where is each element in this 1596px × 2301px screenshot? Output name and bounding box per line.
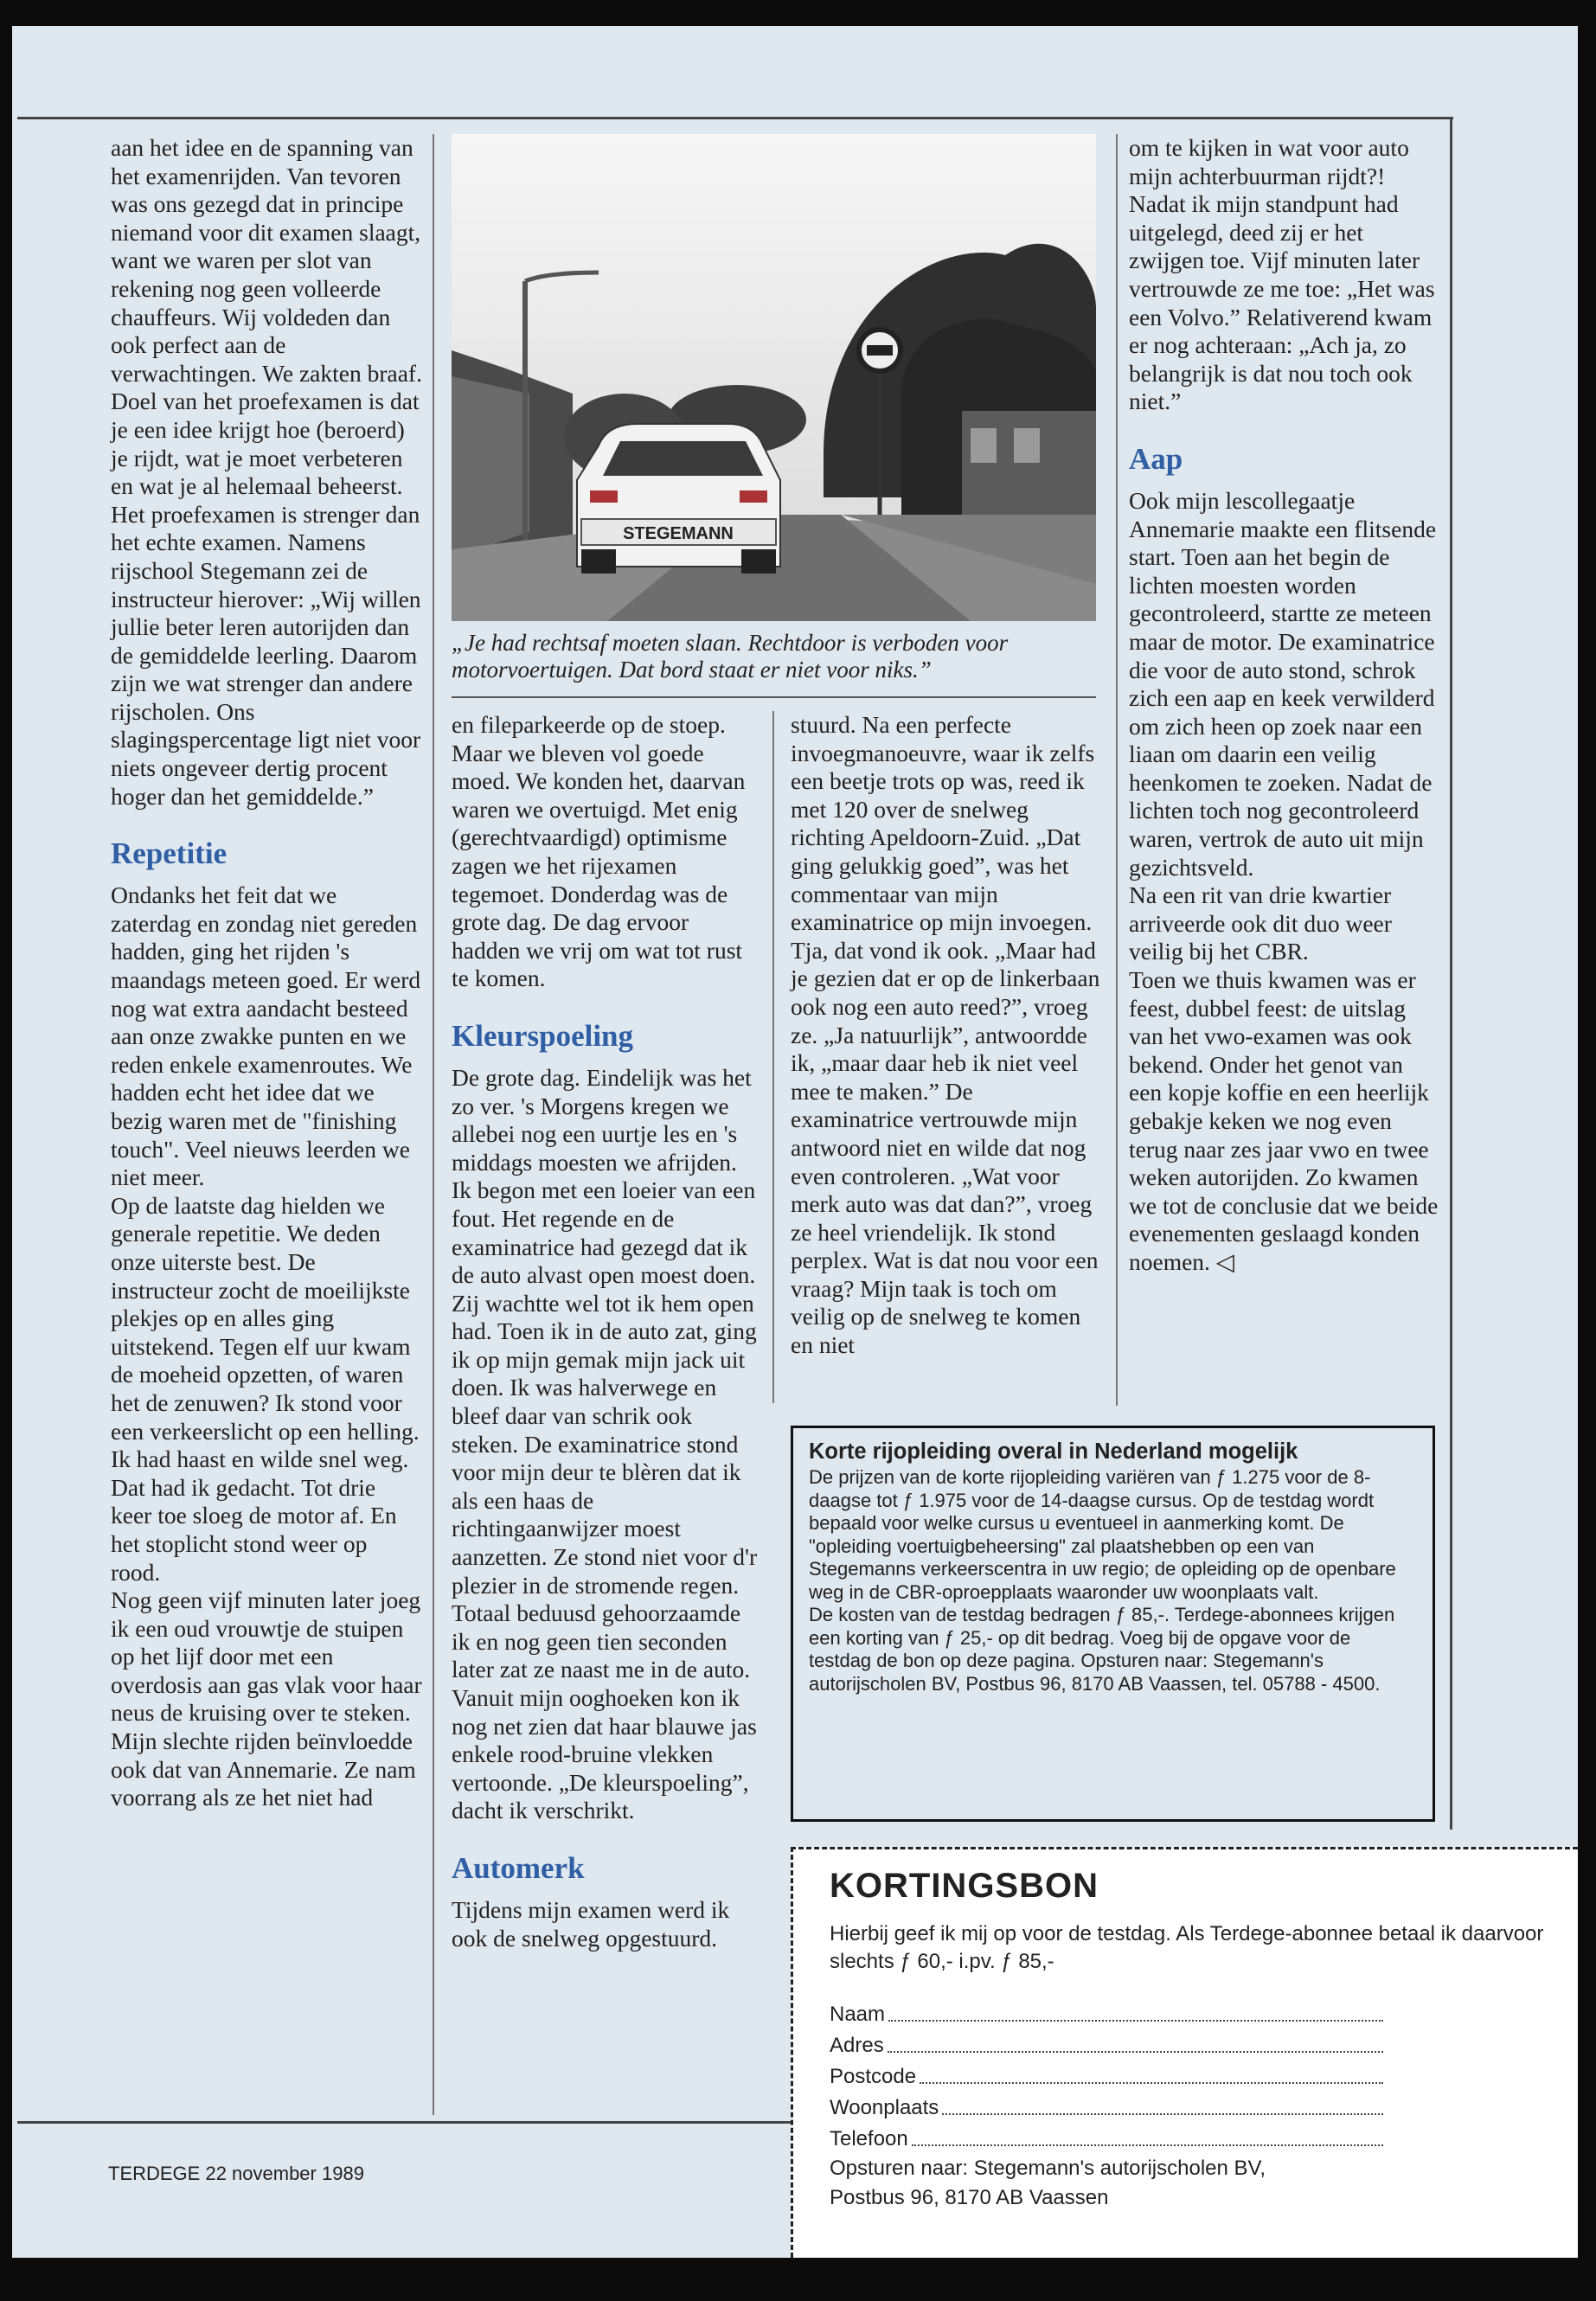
column-divider-2 [1116, 134, 1118, 1406]
coupon-field-postcode[interactable] [830, 2063, 1383, 2091]
scan-border-bottom [0, 2258, 1596, 2301]
send-line: Postbus 96, 8170 AB Vaassen [830, 2186, 1109, 2209]
paragraph: Ook mijn lescollegaatje Annemarie maakte een flitsende start. Toen aan het begin de lichten moesten worden gecontroleerd, startte ze meteen maar de motor. De examinatrice die voor de auto stond, schrok zich een aap en keek verwilderd om zich heen op zoek naar een liaan om daarin een veilig heenkomen te zoeken. Nadat de lichten toch nog gecontroleerd waren, vertrok de auto uit mijn gezichtsveld. [1129, 486, 1437, 881]
article-column-4 [1129, 134, 1439, 1277]
paragraph: De grote dag. Eindelijk was het zo ver. 's Morgens kregen we allebei nog een uurtje les en 's middags moesten we afrijden. Ik begon met een loeier van een fout. Het regende en de examinatrice had gezegd dat ik de auto alvast open moest doen. Zij wachtte wel tot ik hem open had. Toen ik in de auto zat, ging ik op mijn gemak mijn jack uit doen. Ik was halverwege en bleef daar van schrik ook steken. De examinatrice stond voor mijn deur te blèren dat ik als een haas de richtingaanwijzer moest aanzetten. Ze stond niet voor d'r plezier in de stromende regen. [452, 1063, 758, 1599]
coupon-intro: Hierbij geef ik mij op voor de testdag. Als Terdege-abonnee betaal ik daarvoor slechts ƒ 60,- i.pv. ƒ 85,- [830, 1922, 1544, 1973]
paragraph: Tijdens mijn examen werd ik ook de snelweg opgestuurd. [452, 1895, 730, 1952]
subheading-automerk: Automerk [452, 1850, 585, 1885]
coupon-title: KORTINGSBON [830, 1867, 1099, 1905]
paragraph: Op de laatste dag hielden we generale repetitie. We deden onze uiterste best. De instructeur zocht de moeilijkste plekjes op en alles ging uitstekend. Tegen elf uur kwam de moeheid opzetten, of waren het de zenuwen? Ik stond voor een verkeerslicht op een helling. Ik had haast en wilde snel weg. Dat had ik gedacht. Tot drie keer toe sloeg de motor af. En het stoplicht stond weer op rood. [111, 1191, 420, 1586]
coupon-send-address [830, 2154, 1539, 2213]
paragraph: Totaal beduusd gehoorzaamde ik en nog geen tien seconden later zat ze naast me in de auto. Vanuit mijn ooghoeken kon ik nog net zien dat haar blauwe jas enkele rood-bruine vlekken vertoonde. „De kleurspoeling”, dacht ik verschrikt. [452, 1599, 757, 1824]
paragraph: Doel van het proefexamen is dat je een idee krijgt hoe (beroerd) je rijdt, wat je moet verbeteren en wat je al helemaal beheerst. Het proefexamen is strenger dan het echte examen. Namens rijschool Stegemann zei de instructeur hierover: „Wij willen jullie beter leren autorijden dan de gemiddelde leerling. Daarom zijn we wat strenger dan andere rijscholen. Ons slagingspercentage ligt niet voor niets ongeveer dertig procent hoger dan het gemiddelde.” [111, 388, 421, 810]
coupon-field-telefoon[interactable] [830, 2125, 1383, 2153]
column-divider-2b [772, 711, 774, 1403]
field-label: Naam [830, 2003, 886, 2026]
article-column-3 [791, 711, 1100, 1360]
article-photo [452, 134, 1096, 621]
info-box-paragraph: De prijzen van de korte rijopleiding variëren van ƒ 1.275 voor de 8-daagse tot ƒ 1.975 voor de 14-daagse cursus. Op de testdag wordt bepaald voor welke cursus u eventueel in aanmerking komt. De "opleiding voertuigbeheersing" zal plaatshebben op een van Stegemanns verkeerscentra in uw regio; de opleiding op de openbare weg in de CBR-oproepplaats waaronder uw woonplaats valt. [809, 1466, 1396, 1603]
paragraph: en fileparkeerde op de stoep. Maar we bleven vol goede moed. We konden het, daarvan waren we overtuigd. Met enig (gerechtvaardigd) optimisme zagen we het rijexamen tegemoet. Donderdag was de grote dag. De dag ervoor hadden we vrij om wat tot rust te komen. [452, 711, 746, 992]
scan-border-left [0, 0, 12, 2301]
scan-border-right [1578, 0, 1596, 2301]
column-divider-1 [433, 134, 434, 2115]
paragraph: Nog geen vijf minuten later joeg ik een oud vrouwtje de stuipen op het lijf door met een overdosis aan gas vlak voor haar neus de kruising over te steken. Mijn slechte rijden beïnvloedde ook dat van Annemarie. Ze nam voorrang als ze het niet had [111, 1586, 422, 1811]
caption-rule [452, 696, 1096, 698]
fill-line[interactable] [888, 2032, 1383, 2053]
field-label: Postcode [830, 2065, 917, 2088]
info-box-paragraph: De kosten van de testdag bedragen ƒ 85,-. Terdege-abonnees krijgen een korting van ƒ 25,- op dit bedrag. Voeg bij de opgave voor de testdag de bon op deze pagina. Opsturen naar: Stegemann's autorijscholen BV, Postbus 96, 8170 AB Vaassen, tel. 05788 - 4500. [809, 1604, 1395, 1695]
page-footer: TERDEGE 22 november 1989 [108, 2163, 364, 2184]
scan-border-top [0, 0, 1596, 26]
field-label: Adres [830, 2034, 884, 2057]
subheading-repetitie: Repetitie [111, 836, 228, 871]
article-column-2 [452, 711, 759, 1952]
info-box-title: Korte rijopleiding overal in Nederland mogelijk [809, 1439, 1298, 1464]
coupon-field-woonplaats[interactable] [830, 2094, 1383, 2122]
subheading-kleurspoeling: Kleurspoeling [452, 1018, 634, 1053]
top-rule [17, 117, 1453, 119]
send-line: Opsturen naar: Stegemann's autorijscholen BV, [830, 2157, 1266, 2180]
fill-line[interactable] [912, 2125, 1383, 2146]
driving-school-car-photo [452, 134, 1096, 621]
right-frame-rule [1450, 117, 1452, 1830]
fill-line[interactable] [888, 2001, 1383, 2022]
field-label: Woonplaats [830, 2096, 939, 2119]
discount-coupon [791, 1847, 1578, 2258]
fill-line[interactable] [942, 2094, 1383, 2115]
paragraph: aan het idee en de spanning van het examenrijden. Van tevoren was ons gezegd dat in principe niemand voor dit examen slaagt, want we waren per slot van rekening nog geen volleerde chauffeurs. Wij voldeden dan ook perfect aan de verwachtingen. We zakten braaf. [111, 134, 422, 387]
article-column-1 [111, 134, 422, 1812]
coupon-field-adres[interactable] [830, 2032, 1383, 2060]
field-label: Telefoon [830, 2127, 908, 2150]
fill-line[interactable] [920, 2063, 1383, 2084]
photo-caption: „Je had rechtsaf moeten slaan. Rechtdoor is verboden voor motorvoertuigen. Dat bord staat er niet voor niks.” [452, 630, 1009, 683]
coupon-field-naam[interactable] [830, 2001, 1383, 2029]
paragraph: Toen we thuis kwamen was er feest, dubbel feest: de uitslag van het vwo-examen was ook bekend. Onder het genot van een kopje koffie en een heerlijk gebakje keken we nog even terug naar zes jaar vwo en twee weken autorijden. Zo kwamen we tot de conclusie dat we beide evenementen geslaagd konden noemen. ◁ [1129, 966, 1439, 1275]
info-box [791, 1426, 1435, 1822]
paragraph: Ondanks het feit dat we zaterdag en zondag niet gereden hadden, ging het rijden 's maandags meteen goed. Er werd nog wat extra aandacht besteed aan onze zwakke punten en we reden enkele examenroutes. We hadden echt het idee dat we bezig waren met de "finishing touch". Veel nieuws leerden we niet meer. [111, 881, 421, 1191]
paragraph: om te kijken in wat voor auto mijn achterbuurman rijdt?! Nadat ik mijn standpunt had uitgelegd, deed zij er het zwijgen toe. Vijf minuten later vertrouwde ze me toe: „Het was een Volvo.” Relativerend kwam er nog achteraan: „Ach ja, zo belangrijk is dat nou toch ook niet.” [1129, 134, 1435, 415]
subheading-aap: Aap [1129, 441, 1183, 476]
car-plate-text: STEGEMANN [623, 524, 734, 543]
paragraph: stuurd. Na een perfecte invoegmanoeuvre, waar ik zelfs een beetje trots op was, reed ik met 120 over de snelweg richting Apeldoorn-Zuid. „Dat ging gelukkig goed”, was het commentaar van mijn examinatrice op mijn invoegen. Tja, dat vond ik ook. „Maar had je gezien dat er op de linkerbaan ook nog een auto reed?”, vroeg ze. „Ja natuurlijk”, antwoordde ik, „maar daar heb ik niet veel mee te maken.” De examinatrice vertrouwde mijn antwoord niet en wilde dat nog even controleren. „Wat voor merk auto was dat dan?”, vroeg ze heel vriendelijk. Ik stond perplex. Wat is dat nou voor een vraag? Mijn taak is toch om veilig op de snelweg te komen en niet [791, 711, 1100, 1359]
paragraph: Na een rit van drie kwartier arriveerde ook dit duo weer veilig bij het CBR. [1129, 881, 1392, 965]
bottom-rule [17, 2121, 791, 2124]
